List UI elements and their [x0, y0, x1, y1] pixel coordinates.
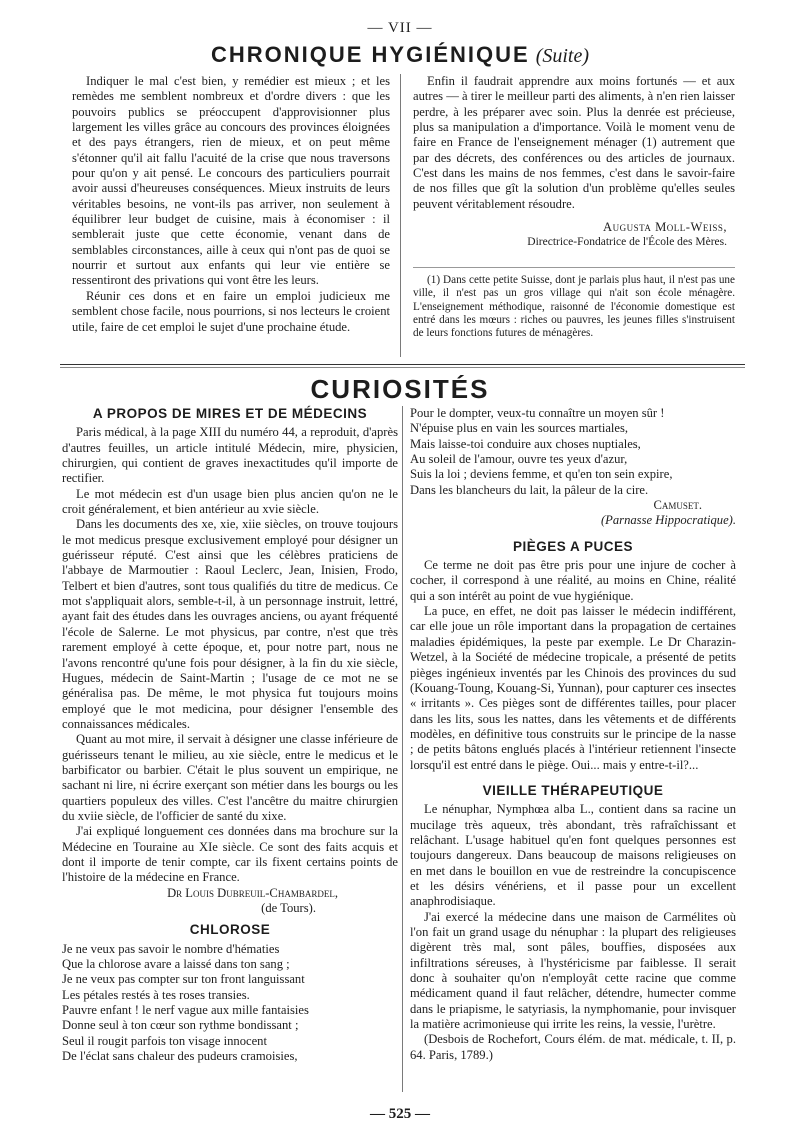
pieges-heading: PIÈGES A PUCES — [512, 538, 634, 554]
column-divider — [400, 74, 401, 357]
mires-heading: A PROPOS DE MIRES ET DE MÉDECINS — [92, 406, 368, 421]
page-number: — 525 — — [370, 1106, 430, 1122]
chronique-left-column — [72, 74, 390, 335]
chlorose-author: Camuset. — [653, 498, 702, 513]
chronique-right-column — [413, 74, 735, 251]
curiosites-right-column — [410, 406, 736, 1063]
mires-author-place: (de Tours). — [261, 901, 316, 915]
column-divider — [402, 406, 403, 1092]
chronique-paragraph: Indiquer le mal c'est bien, y remédier est mieux ; et les remèdes me semblent nombreux et d'ordre divers : que les pouvoirs publics se préoccupent d'approvisionner plus largement les villes grâce au concours des provinces éloignées et des pays étrangers, rien de mieux, et on peut même s'étonner qu'il ait fallu l'acuité de la crise que nous traversons pour qu'on y ait pensé. Le concours des particuliers pourrait avoir aussi d'heureuses conséquences. Mieux instruits de leurs véritables besoins, ne vont-ils pas arriver, non seulement à équilibrer leur budget de cuisine, mais à économiser : il semblerait juste que cette économie, venant dans de semblables circonstances, aille à ceux qui n'ont pas de quoi se nourrir et surtout aux enfants qui leur vie entière se ressentiront des privations qui vont être les leurs. — [72, 74, 390, 288]
pieges-paragraph: Ce terme ne doit pas être pris pour une injure de cocher à cocher, il correspond à une réalité, au moins en Chine, réalité qui a son intérêt au point de vue hygiénique. — [410, 558, 736, 603]
curiosites-left-column — [62, 406, 398, 1064]
chronique-paragraph: Réunir ces dons et en faire un emploi judicieux me semblent chose facile, nous pourrions, si nos lecteurs le croient utile, faire de cet emploi le sujet d'une prochaine étude. — [72, 288, 390, 334]
mires-paragraph: J'ai expliqué longuement ces données dans ma brochure sur la Médecine en Touraine au XIe siècle. Ce sont des faits acquis et dont il importe de tenir compte, car ils fixent certains points de l'histoire de la médecine en France. — [62, 824, 398, 885]
footnote-rule — [413, 267, 735, 268]
chronique-suite: (Suite) — [535, 45, 589, 67]
chlorose-verses-a — [62, 942, 398, 1065]
vieille-paragraph: Le nénuphar, Nymphœa alba L., contient dans sa racine un mucilage très aqueux, très abondant, très rafraîchissant et relâchant. L'usage habituel qu'en font quelques personnes est toujours dangereux. Dans beaucoup de maisons religieuses on en met dans le bouillon en vue de restreindre la concupiscence et les désirs vénériens, et il passe pour un excellent anaphrodisiaque. — [410, 802, 736, 909]
verse-line: Pour le dompter, veux-tu connaître un moyen sûr ! — [410, 406, 665, 420]
chronique-paragraph: Enfin il faudrait apprendre aux moins fortunés — et aux autres — à tirer le meilleur parti des aliments, à n'en rien laisser perdre, à les préparer avec soin. Plus la denrée est précieuse, plus sa manipulation a d'importance. Voilà le moment venu de faire en France de l'enseignement ménager (1) autrement que par des décrets, des conférences ou des articles de journaux. C'est dans les mains de nos femmes, c'est dans le savoir-faire de nos filles que gît la solution d'un problème qu'elles seules peuvent véritablement résoudre. — [413, 74, 735, 211]
verse-line: De l'éclat sans chaleur des pudeurs cramoisies, — [62, 1049, 298, 1064]
folio-numeral: — VII — — [367, 20, 433, 36]
section-rule — [60, 364, 745, 365]
verse-line: Les pétales restés à tes roses transies. — [62, 987, 250, 1002]
verse-line: Que la chlorose avare a laissé dans ton sang ; — [62, 957, 290, 972]
vieille-heading: VIEILLE THÉRAPEUTIQUE — [482, 782, 664, 798]
verse-line: Pauvre enfant ! le nerf vague aux mille fantaisies — [62, 1003, 309, 1018]
chlorose-source: (Parnasse Hippocratique). — [600, 513, 736, 528]
mires-paragraph: Paris médical, à la page XIII du numéro 44, a reproduit, d'après d'autres feuilles, un article intitulé Médecin, mire, physicien, chirurgien, qui contient de graves inexactitudes qu'il importe de rectifier. — [62, 425, 398, 486]
signature-role: Directrice-Fondatrice de l'École des Mères. — [527, 236, 727, 249]
verse-line: N'épuise plus en vain les sources martiales, — [410, 421, 629, 436]
verse-line: Donne seul à ton cœur son rythme bondissant ; — [62, 1018, 299, 1033]
vieille-paragraph: J'ai exercé la médecine dans une maison de Carmélites où l'on fait un grand usage du nénuphar : la plupart des religieuses digèrent très mal, sont pâles, bouffies, disposées aux infiltrations séreuses, à l'hystéricisme par faiblesse. Il serait donc à souhaiter qu'on n'employât cette racine que comme médicament quand il faut relâcher, détendre, humecter comme dans le priapisme, le satyriasis, la nymphomanie, pour invisquer la matière acrimonieuse qui irrite les reins, la vessie, l'urètre. — [410, 909, 736, 1032]
verse-line: Suis la loi ; deviens femme, et qu'en ton sein expire, — [410, 467, 673, 482]
verse-line: Seul il rougit parfois ton visage innocent — [62, 1033, 267, 1048]
vieille-citation: (Desbois de Rochefort, Cours élém. de mat. médicale, t. II, p. 64. Paris, 1789.) — [410, 1032, 736, 1062]
verse-line: Je ne veux pas savoir le nombre d'hématies — [62, 941, 280, 956]
pieges-paragraph: La puce, en effet, ne doit pas laisser le médecin indifférent, car elle joue un rôle important dans la propagation de certaines maladies épidémiques, la peste par exemple. Le Dr Charazin-Wetzel, à la Société de médecine tropicale, a présenté de petits pièges ingénieux inventés par les Chinois des provinces du sud (Kouang-Toung, Kouang-Si, Yunnan), pour capturer ces insectes « irritants ». Ces pièges sont de différentes tailles, pour placer dans les lits, sous les nattes, dans les vêtements et de différents modèles, en définitive tous construits sur le principe de la nasse ; de petits bâtons englués placés à l'intérieur retiennent l'insecte lorsqu'il est entré dans le piège. Oui... mais y entre-t-il?... — [410, 604, 736, 772]
mires-author: Dr Louis Dubreuil-Chambardel, — [167, 885, 338, 900]
mires-paragraph: Dans les documents des xe, xie, xiie siècles, on trouve toujours le mot medicus presque exclusivement employé pour désigner un guérisseur réputé. C'est ainsi que les célèbres praticiens de l'abbaye de Marmoutier : Raoul Leclerc, Jean, Inisien, Frodo, Telbert et bien d'autres, sont tous qualifiés du titre de medicus. Ce mot s'appliquait alors, semble-t-il, à un personnage instruit, lettré, ayant fait des études dans les ouvrages anciens, ou ayant fréquenté l'école de Salerne. Le mot physicus, par contre, n'est que très rarement employé à cette époque, et, pour notre part, nous ne l'avons rencontré qu'une fois pour désigner, à la fin du xie siècle, Hugues, médecin de Saint-Martin ; l'usage de ce mot ne se généralisa pas. De même, le mot physica fut toujours moins employé que le mot medicina, pour désigner l'ensemble des connaissances médicales. — [62, 517, 398, 731]
curiosites-title: CURIOSITÉS — [310, 374, 490, 404]
footnote — [413, 274, 735, 340]
verse-line: Dans les blancheurs du lait, la pâleur de la cire. — [410, 482, 649, 497]
signature-name: Augusta Moll-Weiss, — [603, 220, 727, 235]
verse-line: Au soleil de l'amour, ouvre tes yeux d'azur, — [410, 452, 628, 467]
verse-line: Mais laisse-toi conduire aux choses nuptiales, — [410, 436, 641, 451]
chlorose-heading: CHLOROSE — [189, 922, 271, 938]
footnote-text: (1) Dans cette petite Suisse, dont je parlais plus haut, il n'est pas une ville, il n'est pas un gros village qui n'ait son école ménagère. L'enseignement méthodique, raisonné de l'économie domestique est entré dans les mœurs : riches ou pauvres, les jeunes filles s'instruisent de leurs fonctions futures de ménagères. — [413, 274, 735, 340]
chronique-title-text: CHRONIQUE HYGIÉNIQUE — [210, 42, 530, 67]
verse-line: Je ne veux pas compter sur ton front languissant — [62, 972, 305, 987]
mires-paragraph: Le mot médecin est d'un usage bien plus ancien qu'on ne le croit généralement, et bien antérieur au xvie siècle. — [62, 486, 398, 517]
chlorose-verses-b — [410, 406, 736, 498]
chronique-title — [0, 42, 800, 68]
section-rule — [60, 367, 745, 368]
mires-paragraph: Quant au mot mire, il servait à désigner une classe inférieure de guérisseurs tenant le milieu, au xie siècle, entre le medicus et le barbificator ou barbier. C'était le plus souvent un empirique, ne sachant ni lire, ni écrire exerçant son métier dans les bourgs ou les quartiers populeux des villes. C'est l'ancêtre du maitre chirurgien du xviie siècle, de l'officier de santé du xixe. — [62, 732, 398, 823]
